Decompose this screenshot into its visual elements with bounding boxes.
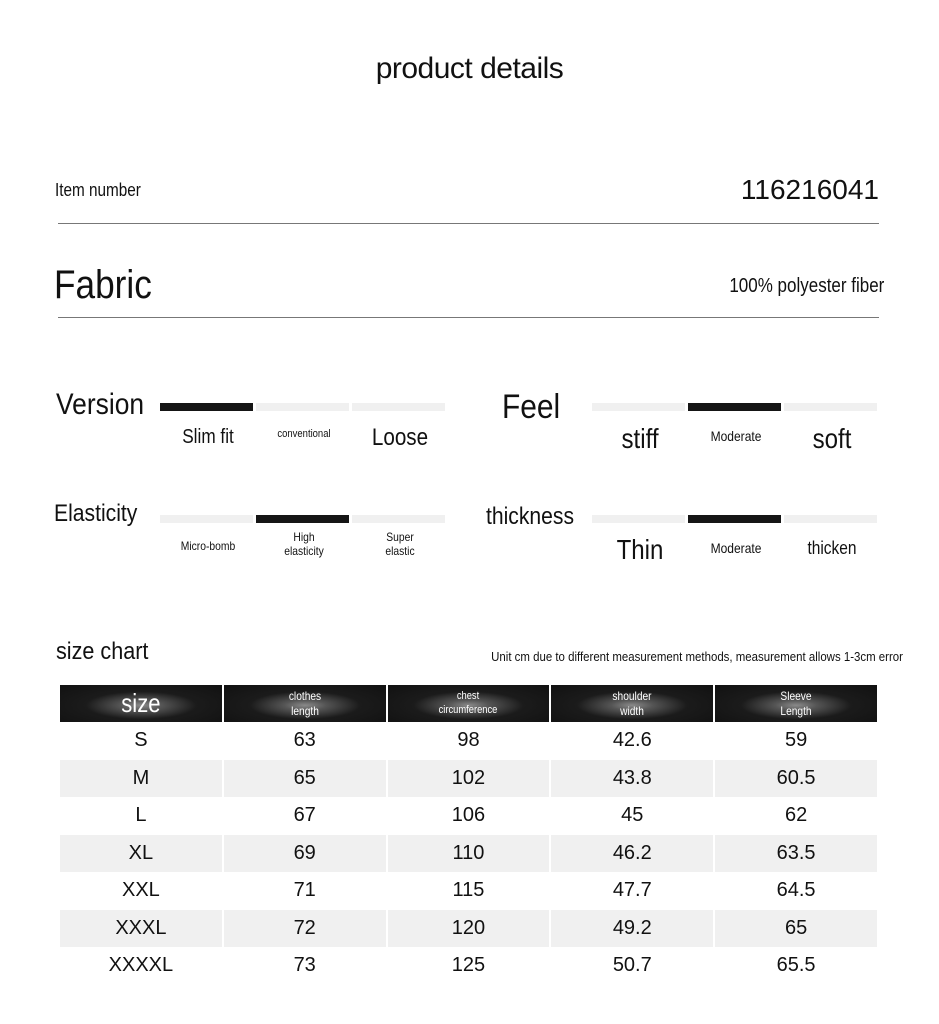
table-cell: 106 (451, 804, 486, 827)
option-label: Micro-bomb (180, 539, 236, 553)
table-cell: 115 (452, 879, 485, 902)
table-cell: 63.5 (715, 835, 877, 873)
table-row (60, 722, 877, 760)
size-chart-title: size chart (56, 638, 149, 665)
table-cell: 60.5 (715, 760, 877, 798)
table-cell: 45 (621, 804, 644, 827)
table-cell: XXXL (60, 910, 222, 948)
page-title: product details (375, 52, 564, 85)
header-sleeve-length (715, 685, 877, 722)
scale-segment (352, 515, 445, 523)
header-label: shoulder width (612, 688, 652, 718)
table-cell: 64.5 (776, 879, 816, 902)
table-cell: 62 (784, 804, 808, 827)
header-shoulder-width (551, 685, 713, 722)
option-label: Super elastic (385, 530, 415, 558)
option-label: Loose (371, 424, 429, 451)
item-number-value: 116216041 (740, 174, 879, 205)
table-cell: 120 (388, 910, 550, 948)
option-label: conventional (277, 428, 331, 440)
size-table (58, 685, 879, 985)
scale-segment (256, 403, 349, 411)
table-cell: 102 (388, 760, 550, 798)
table-cell: S (134, 729, 148, 752)
option-label: stiff (621, 423, 659, 454)
table-cell: 50.7 (612, 954, 652, 977)
header-chest-circumference (388, 685, 550, 722)
option-label: Moderate (710, 540, 762, 556)
scale-segment (160, 515, 253, 523)
option-label: soft (812, 423, 852, 454)
table-cell: XXL (121, 879, 160, 902)
size-table-header (60, 685, 877, 722)
size-chart-note: Unit cm due to different measurement methods, measurement allows 1-3cm error (491, 649, 903, 664)
scale-track-thickness (592, 515, 878, 523)
scale-segment (784, 403, 877, 411)
table-cell: 65.5 (776, 954, 816, 977)
scale-segment (256, 515, 349, 523)
header-label: size (121, 688, 161, 719)
table-cell: 125 (451, 954, 486, 977)
option-label: thicken (807, 538, 857, 558)
scale-segment (688, 403, 781, 411)
table-row (60, 835, 877, 873)
attribute-name-version: Version (56, 388, 145, 421)
table-cell: 67 (293, 804, 316, 827)
table-cell: 63 (293, 729, 316, 752)
table-cell: 49.2 (551, 910, 713, 948)
header-size (60, 685, 222, 722)
scale-segment (352, 403, 445, 411)
attribute-name-elasticity: Elasticity (54, 500, 138, 527)
scale-segment (592, 515, 685, 523)
table-cell: 42.6 (612, 729, 652, 752)
table-cell: 65 (224, 760, 386, 798)
table-row (60, 872, 877, 910)
fabric-label: Fabric (54, 263, 152, 307)
header-label: clothes length (288, 688, 321, 718)
header-clothes-length (224, 685, 386, 722)
attribute-name-feel: Feel (502, 388, 561, 426)
scale-segment (160, 403, 253, 411)
scale-segment (592, 403, 685, 411)
scale-track-version (160, 403, 446, 411)
table-cell: XXXXL (108, 954, 174, 977)
table-cell: L (135, 804, 147, 827)
header-label: Sleeve Length (780, 688, 812, 718)
table-row (60, 910, 877, 948)
table-cell: 110 (388, 835, 550, 873)
scale-segment (784, 515, 877, 523)
table-cell: 73 (293, 954, 316, 977)
divider (58, 223, 879, 224)
table-cell: 69 (224, 835, 386, 873)
divider (58, 317, 879, 318)
table-cell: 47.7 (612, 879, 652, 902)
table-cell: 98 (457, 729, 480, 752)
header-label: chest circumference (439, 689, 498, 716)
option-label: High elasticity (284, 530, 324, 558)
table-cell: 71 (293, 879, 316, 902)
option-label: Thin (616, 534, 664, 565)
table-cell: 72 (224, 910, 386, 948)
scale-track-feel (592, 403, 878, 411)
table-cell: XL (60, 835, 222, 873)
table-row (60, 760, 877, 798)
option-label: Slim fit (182, 426, 234, 448)
table-cell: 59 (784, 729, 808, 752)
item-number-label: Item number (55, 180, 141, 200)
scale-segment (688, 515, 781, 523)
table-cell: 46.2 (551, 835, 713, 873)
attribute-name-thickness: thickness (486, 503, 575, 530)
scale-track-elasticity (160, 515, 446, 523)
fabric-value: 100% polyester fiber (729, 275, 884, 297)
table-cell: M (60, 760, 222, 798)
table-cell: 43.8 (551, 760, 713, 798)
table-row (60, 947, 877, 985)
table-cell: 65 (715, 910, 877, 948)
option-label: Moderate (710, 428, 762, 444)
table-row (60, 797, 877, 835)
